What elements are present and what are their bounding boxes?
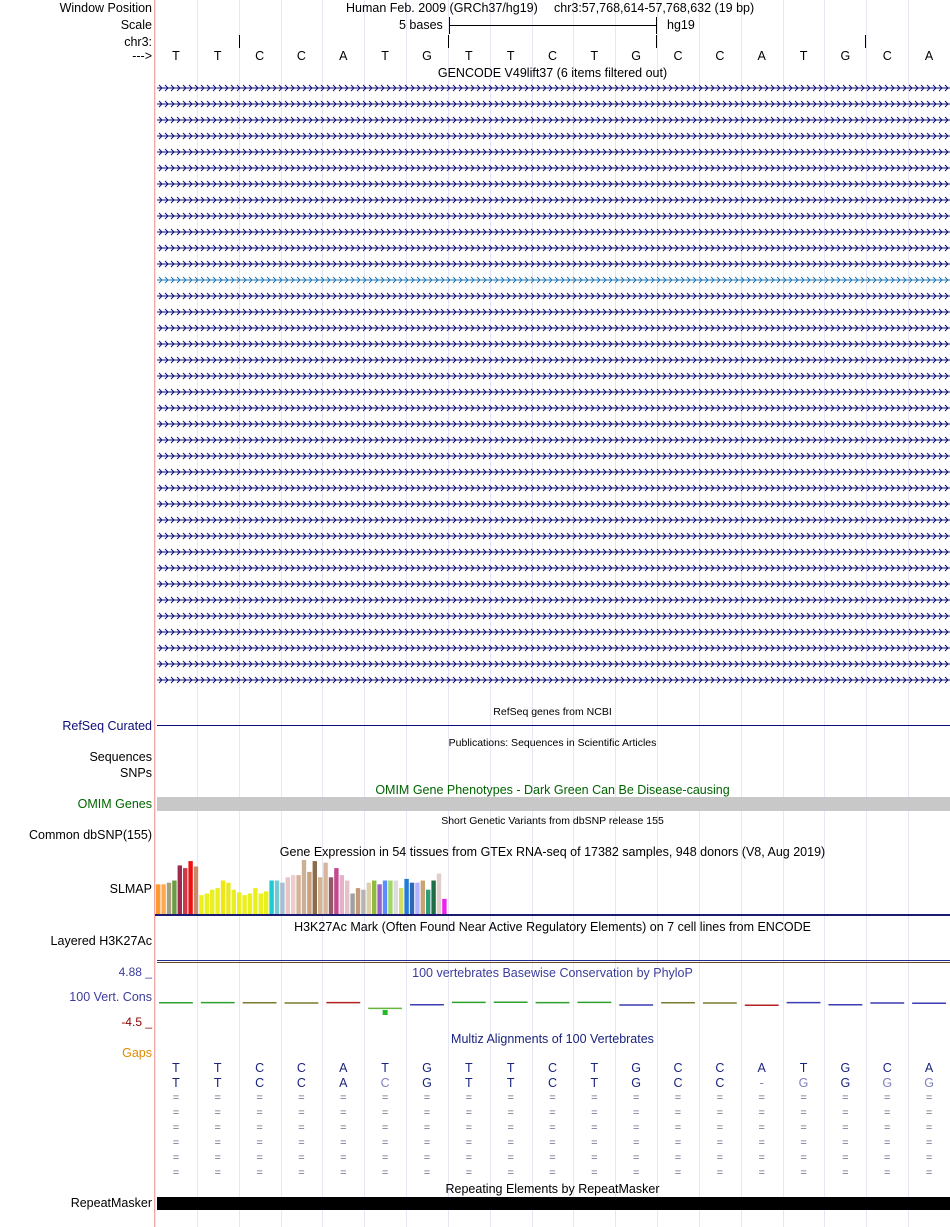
gencode-transcript-line[interactable] [157,627,950,637]
omim-track-label[interactable]: OMIM Genes [77,797,152,811]
multiz-aligned-base: C [673,1076,683,1090]
gencode-transcript-line[interactable] [157,211,950,221]
gencode-transcript-line[interactable] [157,307,950,317]
multiz-aligned-base: = [674,1137,682,1149]
multiz-aligned-base: = [465,1092,473,1104]
gtex-track-label[interactable]: SLMAP [109,882,152,896]
multiz-aligned-base: C [882,1061,892,1075]
h3k27ac-baseline-2 [157,962,950,963]
multiz-aligned-base: C [255,1076,265,1090]
multiz-aligned-base: = [214,1107,221,1119]
scale-bar [449,25,656,26]
multiz-aligned-base: = [340,1122,347,1134]
multiz-aligned-base: = [507,1152,514,1164]
multiz-aligned-base: T [590,1076,599,1090]
multiz-aligned-base: A [339,1061,348,1075]
phylop-track-label[interactable]: 100 Vert. Cons [69,990,152,1004]
multiz-aligned-base: C [255,1061,265,1075]
multiz-aligned-base: = [465,1122,473,1134]
gencode-transcript-line[interactable] [157,99,950,109]
sequence-base: T [506,49,515,63]
gencode-transcript-line[interactable] [157,243,950,253]
gencode-transcript-line[interactable] [157,563,950,573]
multiz-aligned-base: = [381,1107,389,1119]
multiz-aligned-base: = [884,1122,891,1134]
multiz-aligned-base: = [758,1137,765,1149]
dbsnp-track-label[interactable]: Common dbSNP(155) [29,828,152,842]
multiz-aligned-base: G [798,1076,809,1090]
gencode-transcript-line[interactable] [157,403,950,413]
scale-bar-right-tick [656,17,657,34]
omim-track-title[interactable]: OMIM Gene Phenotypes - Dark Green Can Be Disease-causing [375,783,730,797]
multiz-aligned-base: = [674,1092,682,1104]
multiz-aligned-base: G [631,1061,642,1075]
sequence-base: T [590,49,599,63]
multiz-aligned-base: C [673,1061,683,1075]
phylop-min-label: -4.5 _ [121,1015,152,1029]
multiz-aligned-base: = [716,1152,724,1164]
multiz-aligned-base: = [842,1167,849,1179]
multiz-aligned-base: = [925,1152,933,1164]
multiz-aligned-base: = [340,1152,347,1164]
multiz-aligned-base: C [380,1076,390,1090]
refseq-track-title[interactable]: RefSeq genes from NCBI [493,706,612,718]
repeatmasker-track-title[interactable]: Repeating Elements by RepeatMasker [445,1182,660,1196]
multiz-aligned-base: = [423,1167,431,1179]
gencode-transcript-line[interactable] [157,179,950,189]
multiz-aligned-base: = [800,1092,807,1104]
multiz-aligned-base: = [925,1122,933,1134]
gencode-transcript-line[interactable] [157,547,950,557]
sequence-base: C [882,49,892,63]
sequence-base: T [464,49,473,63]
multiz-aligned-base: = [256,1152,263,1164]
multiz-aligned-base: = [214,1122,221,1134]
multiz-aligned-base: = [423,1107,431,1119]
multiz-aligned-base: = [591,1152,598,1164]
gencode-transcript-line[interactable] [157,339,950,349]
multiz-aligned-base: = [549,1137,556,1149]
gencode-transcript-line[interactable] [157,659,950,669]
gencode-transcript-line[interactable] [157,435,950,445]
multiz-aligned-base: = [632,1092,640,1104]
multiz-aligned-base: C [296,1061,306,1075]
multiz-aligned-base: = [549,1107,556,1119]
sequence-base: C [296,49,306,63]
multiz-aligned-base: = [632,1137,640,1149]
strand-label: ---> [132,49,152,63]
multiz-aligned-base: = [214,1167,221,1179]
coordinate-tick-mark [448,35,449,48]
multiz-aligned-base: = [298,1167,305,1179]
multiz-aligned-base: = [591,1092,598,1104]
multiz-aligned-base: - [759,1076,764,1090]
multiz-aligned-base: = [842,1137,849,1149]
gencode-track-title[interactable]: GENCODE V49lift37 (6 items filtered out) [437,66,668,80]
multiz-aligned-base: = [340,1137,347,1149]
multiz-aligned-base: T [464,1076,473,1090]
multiz-aligned-base: = [925,1137,933,1149]
coordinate-tick-mark [656,35,657,48]
multiz-aligned-base: T [590,1061,599,1075]
gencode-transcript-line[interactable] [157,195,950,205]
scale-text: 5 bases [399,18,443,32]
sequence-base: T [172,49,180,63]
multiz-aligned-base: = [716,1137,724,1149]
multiz-aligned-base: A [339,1076,348,1090]
multiz-aligned-base: = [214,1092,221,1104]
multiz-aligned-base: = [298,1122,305,1134]
multiz-aligned-base: = [925,1167,933,1179]
scale-label: Scale [120,18,152,32]
multiz-aligned-base: = [172,1092,180,1104]
multiz-aligned-base: = [549,1092,556,1104]
multiz-aligned-base: A [757,1061,766,1075]
assembly-name: Human Feb. 2009 (GRCh37/hg19) [346,1,538,15]
multiz-aligned-base: = [549,1122,556,1134]
gtex-track-underline [155,914,950,916]
chrom-label: chr3: [124,35,152,49]
multiz-aligned-base: = [172,1167,180,1179]
multiz-gaps-label[interactable]: Gaps [122,1046,152,1060]
multiz-aligned-base: G [422,1076,432,1090]
multiz-aligned-base: = [381,1152,389,1164]
multiz-aligned-base: = [172,1107,180,1119]
multiz-aligned-base: = [842,1092,849,1104]
h3k27ac-track-title[interactable]: H3K27Ac Mark (Often Found Near Active Regulatory Elements) on 7 cell lines from ENCODE [294,920,811,934]
gencode-transcript-line[interactable] [157,515,950,525]
scale-bar-left-tick [449,17,450,34]
multiz-aligned-base: = [423,1092,431,1104]
h3k27ac-baseline [157,960,950,961]
multiz-aligned-base: = [381,1137,389,1149]
sequence-base: C [255,49,265,63]
multiz-aligned-base: = [591,1122,598,1134]
multiz-aligned-base: = [256,1137,263,1149]
gencode-transcript-line[interactable] [157,259,950,269]
gencode-transcript-line[interactable] [157,291,950,301]
publications-label-sequences[interactable]: Sequences [89,750,152,764]
multiz-aligned-base: = [632,1167,640,1179]
coordinate-tick-mark [239,35,240,48]
refseq-gene-line[interactable] [157,725,950,726]
sequence-base: C [673,49,683,63]
multiz-aligned-base: = [381,1092,389,1104]
multiz-track-title[interactable]: Multiz Alignments of 100 Vertebrates [451,1032,654,1046]
multiz-aligned-base: = [172,1137,180,1149]
sequence-base: G [422,49,432,63]
multiz-aligned-base: = [465,1107,473,1119]
multiz-aligned-base: T [506,1076,515,1090]
gencode-transcript-line[interactable] [157,227,950,237]
multiz-aligned-base: = [172,1122,180,1134]
multiz-aligned-base: T [464,1061,473,1075]
multiz-aligned-base: = [507,1167,514,1179]
multiz-aligned-base: T [213,1061,222,1075]
gencode-transcript-line[interactable] [157,83,950,93]
multiz-aligned-base: T [172,1061,180,1075]
multiz-aligned-base: = [298,1137,305,1149]
multiz-aligned-base: = [800,1152,807,1164]
multiz-aligned-base: = [507,1107,514,1119]
multiz-aligned-base: T [213,1076,222,1090]
multiz-aligned-base: = [758,1107,765,1119]
multiz-aligned-base: C [715,1061,725,1075]
dbsnp-track-title[interactable]: Short Genetic Variants from dbSNP release 155 [441,815,664,827]
multiz-aligned-base: = [800,1167,807,1179]
multiz-aligned-base: = [549,1152,556,1164]
multiz-aligned-base: = [256,1092,263,1104]
multiz-aligned-base: = [256,1107,263,1119]
multiz-aligned-base: C [547,1061,558,1075]
multiz-aligned-base: = [591,1167,598,1179]
multiz-aligned-base: = [340,1167,347,1179]
multiz-aligned-base: C [296,1076,306,1090]
multiz-aligned-base: = [800,1122,807,1134]
gencode-transcript-line[interactable] [157,419,950,429]
multiz-aligned-base: = [674,1167,682,1179]
multiz-aligned-base: = [256,1167,263,1179]
multiz-aligned-base: T [506,1061,515,1075]
h3k27ac-track-label[interactable]: Layered H3K27Ac [50,934,152,948]
omim-feature-bar[interactable] [157,797,950,811]
publications-track-title[interactable]: Publications: Sequences in Scientific Articles [448,737,657,749]
gencode-transcript-line[interactable] [157,675,950,685]
multiz-aligned-base: = [591,1137,598,1149]
multiz-aligned-base: C [715,1076,725,1090]
multiz-aligned-base: = [340,1092,347,1104]
multiz-aligned-base: = [716,1107,724,1119]
multiz-aligned-base: G [840,1061,851,1075]
multiz-aligned-base: = [632,1107,640,1119]
gencode-transcript-line[interactable] [157,147,950,157]
sequence-base: T [381,49,389,63]
multiz-aligned-base: = [591,1107,598,1119]
multiz-aligned-base: = [298,1107,305,1119]
gencode-transcript-line[interactable] [157,371,950,381]
gencode-transcript-line[interactable] [157,467,950,477]
gencode-transcript-line[interactable] [157,355,950,365]
multiz-aligned-base: = [925,1107,933,1119]
gtex-track-title[interactable]: Gene Expression in 54 tissues from GTEx RNA-seq of 17382 samples, 948 donors (V8, Aug 2019) [279,845,826,859]
multiz-aligned-base: = [884,1167,891,1179]
gencode-transcript-line[interactable] [157,163,950,173]
multiz-aligned-base: = [842,1107,849,1119]
multiz-aligned-base: = [674,1152,682,1164]
multiz-aligned-base: = [758,1122,765,1134]
sequence-base: G [631,49,642,63]
multiz-aligned-base: T [172,1076,180,1090]
scale-db: hg19 [667,18,695,32]
sequence-base: G [840,49,851,63]
multiz-aligned-base: = [674,1122,682,1134]
multiz-aligned-base: = [298,1152,305,1164]
multiz-aligned-base: A [924,1061,934,1075]
multiz-aligned-base: = [925,1092,933,1104]
multiz-aligned-base: = [758,1092,765,1104]
sequence-base: C [715,49,725,63]
sequence-base: A [339,49,348,63]
gencode-transcript-line[interactable] [157,611,950,621]
sequence-base: T [799,49,808,63]
multiz-aligned-base: G [882,1076,893,1090]
multiz-aligned-base: = [423,1152,431,1164]
repeatmasker-bar[interactable] [157,1197,950,1210]
gencode-transcript-line[interactable] [157,643,950,653]
gencode-transcript-line[interactable] [157,131,950,141]
gencode-transcript-line[interactable] [157,387,950,397]
multiz-aligned-base: = [465,1137,473,1149]
multiz-aligned-base: = [884,1137,891,1149]
multiz-aligned-base: = [465,1167,473,1179]
multiz-aligned-base: = [465,1152,473,1164]
multiz-aligned-base: = [549,1167,556,1179]
multiz-aligned-base: = [381,1122,389,1134]
multiz-aligned-base: T [381,1061,389,1075]
multiz-aligned-base: = [884,1152,891,1164]
gencode-transcript-line[interactable] [157,483,950,493]
multiz-aligned-base: = [172,1152,180,1164]
window-position-value[interactable]: chr3:57,768,614-57,768,632 (19 bp) [554,1,755,15]
multiz-aligned-base: = [716,1122,724,1134]
multiz-aligned-base: = [842,1122,849,1134]
multiz-aligned-base: = [423,1122,431,1134]
sequence-base: C [547,49,558,63]
publications-label-snps[interactable]: SNPs [120,766,152,780]
multiz-aligned-base: = [716,1167,724,1179]
multiz-aligned-base: = [507,1092,514,1104]
multiz-aligned-base: = [800,1137,807,1149]
repeatmasker-track-label[interactable]: RepeatMasker [70,1196,152,1210]
multiz-aligned-base: = [758,1152,765,1164]
multiz-aligned-base: = [214,1152,221,1164]
multiz-aligned-base: G [422,1061,432,1075]
gencode-transcript-line[interactable] [157,323,950,333]
sequence-base: A [924,49,934,63]
sequence-base: T [213,49,222,63]
multiz-aligned-base: C [547,1076,558,1090]
multiz-aligned-base: = [632,1152,640,1164]
multiz-aligned-base: = [758,1167,765,1179]
multiz-aligned-base: G [840,1076,851,1090]
multiz-aligned-base: = [674,1107,682,1119]
multiz-aligned-base: = [214,1137,221,1149]
gencode-transcript-line[interactable] [157,115,950,125]
coordinate-tick-mark [865,35,866,48]
multiz-aligned-base: = [340,1107,347,1119]
gencode-transcript-line[interactable] [157,579,950,589]
window-position-label: Window Position [59,1,152,15]
phylop-track-title[interactable]: 100 vertebrates Basewise Conservation by PhyloP [412,966,693,980]
multiz-aligned-base: = [884,1107,891,1119]
sequence-base: A [757,49,766,63]
gencode-transcript-line[interactable] [157,499,950,509]
multiz-aligned-base: = [381,1167,389,1179]
gencode-transcript-line[interactable] [157,595,950,605]
multiz-aligned-base: = [298,1092,305,1104]
gencode-transcript-line[interactable] [157,275,950,285]
multiz-aligned-base: G [631,1076,642,1090]
multiz-aligned-base: = [884,1092,891,1104]
phylop-max-label: 4.88 _ [118,965,152,979]
multiz-aligned-base: = [716,1092,724,1104]
multiz-aligned-base: = [507,1137,514,1149]
multiz-aligned-base: = [842,1152,849,1164]
multiz-aligned-base: = [256,1122,263,1134]
multiz-aligned-base: T [799,1061,808,1075]
multiz-aligned-base: = [507,1122,514,1134]
multiz-aligned-base: = [632,1122,640,1134]
multiz-aligned-base: = [800,1107,807,1119]
gencode-transcript-line[interactable] [157,451,950,461]
multiz-aligned-base: = [423,1137,431,1149]
multiz-aligned-base: G [924,1076,934,1090]
refseq-track-label[interactable]: RefSeq Curated [62,719,152,733]
gencode-transcript-line[interactable] [157,531,950,541]
